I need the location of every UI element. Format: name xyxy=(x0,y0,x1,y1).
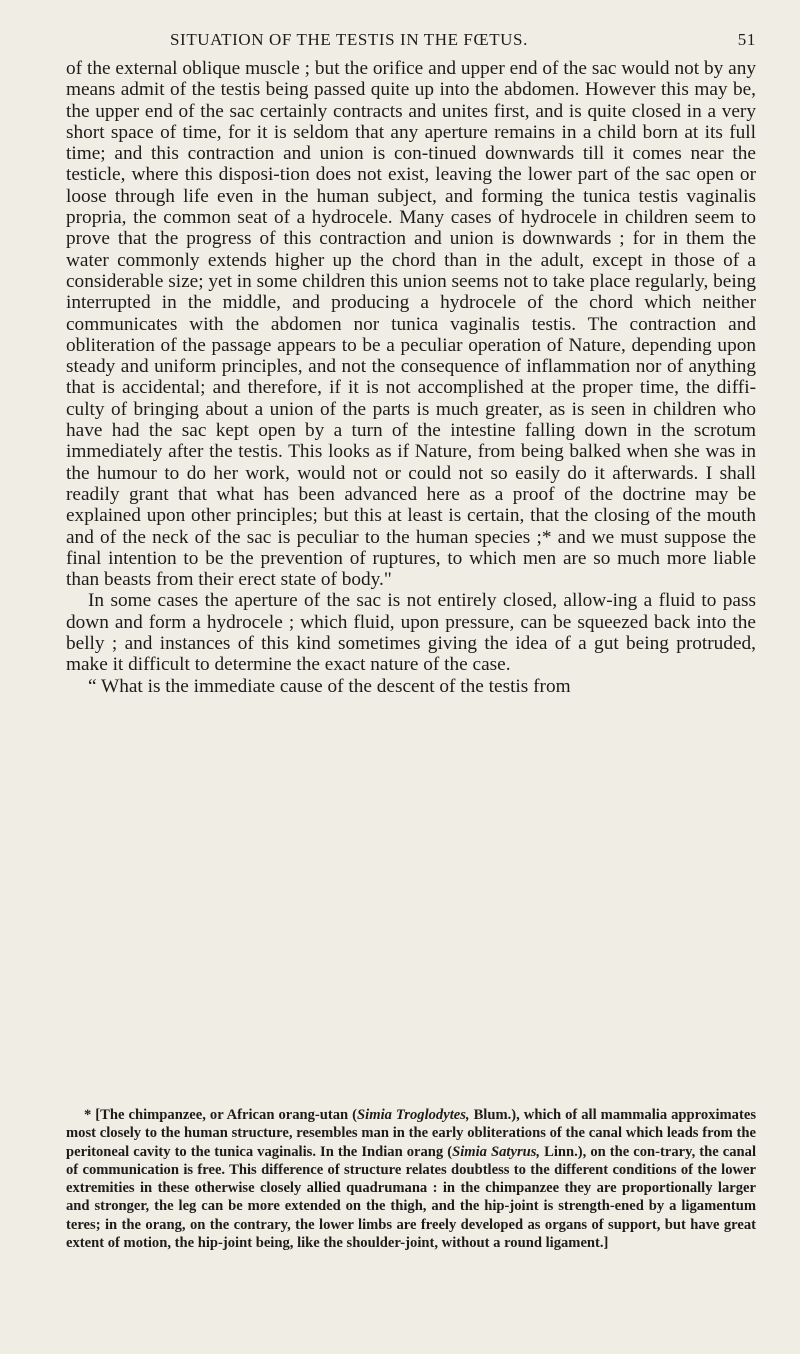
paragraph-1: of the external oblique muscle ; but the orifice and upper end of the sac would not by any means admit of the testis being passed quite up into the abdomen. However this may be, the upper end of the sac certainly contracts and unites first, and is quite closed in a very short space of time, for it is seldom that any aperture remains in a child born at its full time; and this contraction and union is con-tinued downwards till it comes near the testicle, where this disposi-tion does not exist, leaving the lower part of the sac open or loose through life even in the human subject, and forming the tunica testis vaginalis propria, the common seat of a hydrocele. Many cases of hydrocele in children seem to prove that the progress of this contraction and union is downwards ; for in them the water commonly extends higher up the chord than in the adult, except in those of a considerable size; yet in some children this union seems not to take place regularly, being interrupted in the middle, and producing a hydrocele of the chord which neither communicates with the abdomen nor tunica vaginalis testis. The contraction and obliteration of the passage appears to be a peculiar operation of Nature, depending upon steady and uniform principles, and not the consequence of inflammation nor of anything that is accidental; and therefore, if it is not accomplished at the proper time, the diffi-culty of bringing about a union of the parts is much greater, as is seen in children who have had the sac kept open by a turn of the intestine falling down in the scrotum immediately after the testis. This looks as if Nature, from being balked when she was in the humour to do her work, would not or could not so easily do it afterwards. I shall readily grant that what has been advanced here as a proof of the doctrine may be explained upon other principles; but this at least is certain, that the closing of the mouth and of the neck of the sac is peculiar to the human species ;* and we must suppose the final intention to be the prevention of ruptures, to which men are so much more liable than beasts from their erect state of body." xyxy=(66,58,756,591)
footnote xyxy=(66,1106,756,1252)
paragraph-2: In some cases the aperture of the sac is not entirely closed, allow-ing a fluid to pass down and form a hydrocele ; which fluid, upon pressure, can be squeezed back into the belly ; and instances of this kind sometimes giving the idea of a gut being protruded, make it difficult to determine the exact nature of the case. xyxy=(66,590,756,676)
running-head xyxy=(66,30,756,54)
paragraph-3: “ What is the immediate cause of the descent of the testis from xyxy=(88,675,571,697)
body-text xyxy=(66,58,756,697)
footnote-text-3: Linn.), on the con-trary, the canal of communication is free. This difference of structure relates doubtless to the different conditions of the lower extremities in these otherwise closely allied quadrumana : in the chimpanzee they are proportionally larger and stronger, the leg can be more extended on the thigh, and the hip-joint is strength-ened by a ligamentum teres; in the orang, on the contrary, the lower limbs are freely developed as organs of support, but have great extent of motion, the hip-joint being, like the shoulder-joint, without a round ligament.] xyxy=(66,1143,757,1252)
footnote-species-2: Simia Satyrus, xyxy=(452,1143,541,1160)
footnote-text-2: Blum.), which of all mammalia approximates most closely to the human structure, resembles man in the early obliterations of the canal which leads from the peritoneal cavity to the tunica vaginalis. In the Indian orang ( xyxy=(66,1107,756,1160)
footnote-species-1: Simia Troglodytes, xyxy=(357,1107,470,1123)
page-number: 51 xyxy=(737,30,756,49)
footnote-paragraph xyxy=(66,1106,756,1252)
running-title: SITUATION OF THE TESTIS IN THE FŒTUS. xyxy=(170,30,528,49)
footnote-text-1: * [The chimpanzee, or African orang-utan ( xyxy=(84,1107,358,1123)
